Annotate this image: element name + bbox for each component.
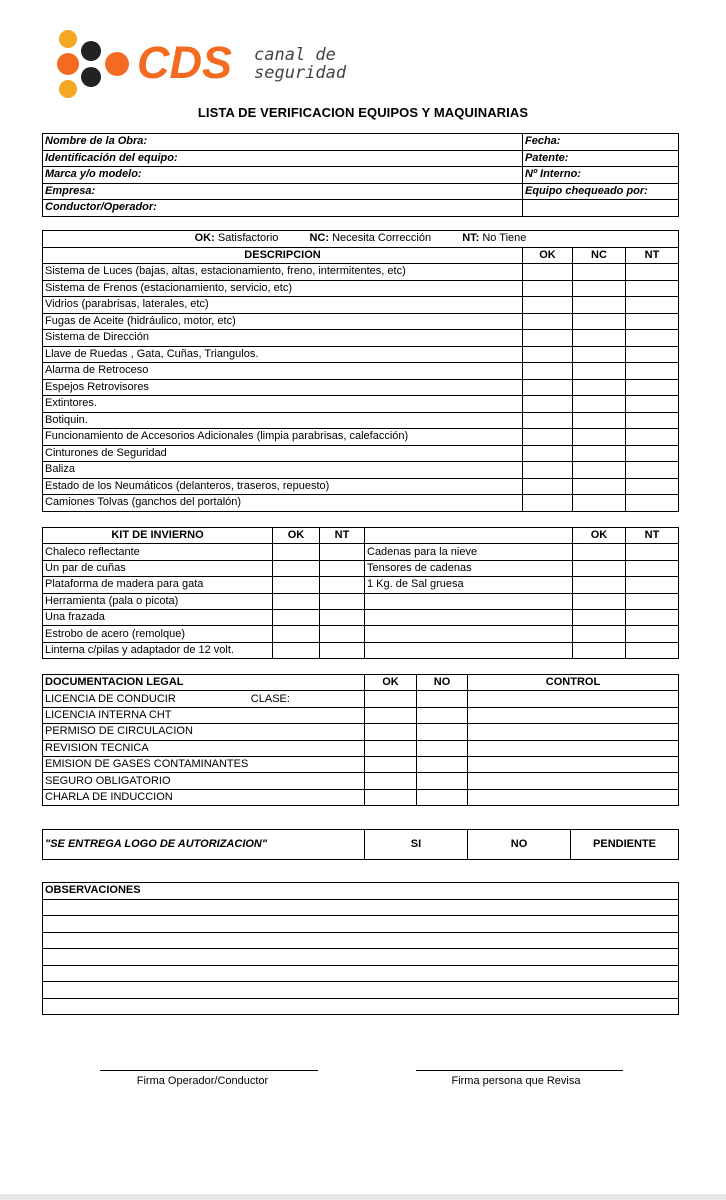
checklist-nc-cell[interactable] <box>573 346 626 363</box>
docs-ok-cell[interactable] <box>365 789 417 805</box>
checklist-nt-cell[interactable] <box>626 313 679 330</box>
checklist-nt-cell[interactable] <box>626 396 679 413</box>
kit-item-left: Estrobo de acero (remolque) <box>43 626 273 642</box>
kit-nt-left-cell[interactable] <box>320 577 365 593</box>
kit-nt-right-cell[interactable] <box>626 560 679 576</box>
checklist-item-label: Alarma de Retroceso <box>43 363 523 380</box>
kit-ok-left-cell[interactable] <box>273 560 320 576</box>
header-field-label[interactable]: Nombre de la Obra: <box>43 134 523 151</box>
docs-item-text: REVISION TECNICA <box>45 741 149 754</box>
legend-nc <box>309 232 431 244</box>
company-logo <box>55 28 365 103</box>
kit-nt-right-cell[interactable] <box>626 544 679 560</box>
docs-row <box>43 773 679 789</box>
kit-nt-right-cell[interactable] <box>626 577 679 593</box>
checklist-ok-cell[interactable] <box>523 379 573 396</box>
checklist-item-label: Botiquin. <box>43 412 523 429</box>
legend-nc-code: NC: <box>309 232 330 245</box>
kit-nt-left-cell[interactable] <box>320 609 365 625</box>
legend-nt-code: NT: <box>462 232 480 245</box>
checklist-nc-cell[interactable] <box>573 297 626 314</box>
header-field-label[interactable]: Identificación del equipo: <box>43 150 523 167</box>
kit-ok-left-cell[interactable] <box>273 609 320 625</box>
logo-tagline-line2: seguridad <box>254 63 347 83</box>
legend-nt <box>462 232 526 244</box>
checklist-ok-cell[interactable] <box>523 346 573 363</box>
checklist-row <box>43 462 679 479</box>
kit-item-left: Un par de cuñas <box>43 560 273 576</box>
document-title: LISTA DE VERIFICACION EQUIPOS Y MAQUINARIAS <box>197 105 529 120</box>
kit-item-right <box>365 642 573 658</box>
observations-line[interactable] <box>43 916 679 933</box>
logo-dots-icon <box>55 28 135 103</box>
logo-tagline-line1: canal de <box>254 45 336 65</box>
kit-nt-left-cell[interactable] <box>320 560 365 576</box>
docs-item-text: EMISION DE GASES CONTAMINANTES <box>45 758 249 771</box>
checklist-ok-cell[interactable] <box>523 330 573 347</box>
checklist-item-label: Sistema de Frenos (estacionamiento, servicio, etc) <box>43 280 523 297</box>
docs-col-no: NO <box>417 675 468 691</box>
col-ok: OK <box>523 247 573 264</box>
header-row <box>43 150 679 167</box>
checklist-nc-cell[interactable] <box>573 495 626 512</box>
docs-item-label <box>43 756 365 772</box>
checklist-row <box>43 445 679 462</box>
header-row <box>43 167 679 184</box>
checklist-row <box>43 495 679 512</box>
checklist-nt-cell[interactable] <box>626 280 679 297</box>
kit-header-label: KIT DE INVIERNO <box>43 528 273 544</box>
checklist-row <box>43 346 679 363</box>
checklist-nt-cell[interactable] <box>626 462 679 479</box>
kit-nt-right-cell[interactable] <box>626 609 679 625</box>
docs-item-text: SEGURO OBLIGATORIO <box>45 774 171 787</box>
kit-nt-right-cell[interactable] <box>626 642 679 658</box>
docs-no-cell[interactable] <box>417 724 468 740</box>
docs-no-cell[interactable] <box>417 789 468 805</box>
checklist-nt-cell[interactable] <box>626 297 679 314</box>
kit-row <box>43 577 679 593</box>
observations-row <box>43 982 679 999</box>
checklist-nc-cell[interactable] <box>573 462 626 479</box>
header-field-label-right[interactable] <box>523 200 679 217</box>
docs-item-text: CHARLA DE INDUCCION <box>45 790 173 803</box>
col-nc: NC <box>573 247 626 264</box>
header-row <box>43 183 679 200</box>
checklist-nc-cell[interactable] <box>573 478 626 495</box>
docs-control-cell[interactable] <box>468 724 679 740</box>
kit-col-nt-left: NT <box>320 528 365 544</box>
checklist-item-label: Extintores. <box>43 396 523 413</box>
kit-ok-right-cell[interactable] <box>573 544 626 560</box>
kit-header-row <box>43 528 679 544</box>
docs-row <box>43 789 679 805</box>
checklist-ok-cell[interactable] <box>523 462 573 479</box>
observations-line[interactable] <box>43 982 679 999</box>
checklist-nc-cell[interactable] <box>573 379 626 396</box>
kit-ok-left-cell[interactable] <box>273 593 320 609</box>
kit-row <box>43 544 679 560</box>
checklist-nt-cell[interactable] <box>626 346 679 363</box>
header-field-label-right[interactable]: Equipo chequeado por: <box>523 183 679 200</box>
signature-line-operator <box>100 1070 318 1071</box>
checklist-row <box>43 429 679 446</box>
checklist-item-label: Sistema de Dirección <box>43 330 523 347</box>
checklist-header-row <box>43 247 679 264</box>
observations-line[interactable] <box>43 949 679 966</box>
legend-ok <box>195 232 279 244</box>
observations-row <box>43 916 679 933</box>
checklist-nc-cell[interactable] <box>573 412 626 429</box>
observations-line[interactable] <box>43 998 679 1015</box>
docs-control-cell[interactable] <box>468 773 679 789</box>
checklist-ok-cell[interactable] <box>523 280 573 297</box>
docs-clase-label: CLASE: <box>250 692 290 705</box>
kit-ok-left-cell[interactable] <box>273 626 320 642</box>
checklist-item-label: Espejos Retrovisores <box>43 379 523 396</box>
header-field-label-right[interactable]: Nº Interno: <box>523 167 679 184</box>
docs-no-cell[interactable] <box>417 773 468 789</box>
checklist-nt-cell[interactable] <box>626 264 679 281</box>
kit-nt-right-cell[interactable] <box>626 593 679 609</box>
checklist-ok-cell[interactable] <box>523 396 573 413</box>
docs-row <box>43 691 679 707</box>
checklist-ok-cell[interactable] <box>523 363 573 380</box>
checklist-nt-cell[interactable] <box>626 429 679 446</box>
docs-no-cell[interactable] <box>417 756 468 772</box>
kit-header-blank <box>365 528 573 544</box>
legend-row <box>43 231 679 248</box>
kit-ok-right-cell[interactable] <box>573 560 626 576</box>
docs-item-text: LICENCIA INTERNA CHT <box>45 708 172 721</box>
checklist-ok-cell[interactable] <box>523 264 573 281</box>
docs-item-text: LICENCIA DE CONDUCIR <box>45 692 176 705</box>
authorization-table <box>42 829 679 860</box>
kit-ok-left-cell[interactable] <box>273 577 320 593</box>
authorization-no[interactable]: NO <box>468 830 571 860</box>
signature-label-reviewer: Firma persona que Revisa <box>451 1075 581 1087</box>
header-field-label[interactable]: Conductor/Operador: <box>43 200 523 217</box>
kit-item-left: Plataforma de madera para gata <box>43 577 273 593</box>
checklist-nc-cell[interactable] <box>573 429 626 446</box>
checklist-ok-cell[interactable] <box>523 429 573 446</box>
kit-row <box>43 609 679 625</box>
checklist-item-label: Fugas de Aceite (hidráulico, motor, etc) <box>43 313 523 330</box>
checklist-ok-cell[interactable] <box>523 478 573 495</box>
logo-brand: CDS <box>137 37 233 88</box>
checklist-nc-cell[interactable] <box>573 313 626 330</box>
checklist-ok-cell[interactable] <box>523 445 573 462</box>
kit-ok-right-cell[interactable] <box>573 609 626 625</box>
authorization-row <box>43 830 679 860</box>
docs-row <box>43 724 679 740</box>
checklist-ok-cell[interactable] <box>523 313 573 330</box>
kit-nt-right-cell[interactable] <box>626 626 679 642</box>
checklist-row <box>43 297 679 314</box>
kit-item-right <box>365 593 573 609</box>
legend-nc-text: Necesita Corrección <box>332 232 432 245</box>
checklist-row <box>43 396 679 413</box>
kit-nt-left-cell[interactable] <box>320 544 365 560</box>
observations-line[interactable] <box>43 965 679 982</box>
kit-item-left: Una frazada <box>43 609 273 625</box>
docs-item-label <box>43 740 365 756</box>
col-nt: NT <box>626 247 679 264</box>
checklist-nt-cell[interactable] <box>626 445 679 462</box>
docs-row <box>43 756 679 772</box>
kit-ok-right-cell[interactable] <box>573 593 626 609</box>
observations-row <box>43 998 679 1015</box>
docs-item-text: PERMISO DE CIRCULACION <box>45 725 193 738</box>
kit-ok-left-cell[interactable] <box>273 642 320 658</box>
checklist-row <box>43 264 679 281</box>
checklist-row <box>43 478 679 495</box>
kit-item-right <box>365 626 573 642</box>
docs-ok-cell[interactable] <box>365 691 417 707</box>
docs-ok-cell[interactable] <box>365 773 417 789</box>
header-field-label[interactable]: Marca y/o modelo: <box>43 167 523 184</box>
authorization-si[interactable]: SI <box>365 830 468 860</box>
kit-item-left: Linterna c/pilas y adaptador de 12 volt. <box>43 642 273 658</box>
kit-item-right <box>365 609 573 625</box>
docs-item-label <box>43 707 365 723</box>
observations-line[interactable] <box>43 932 679 949</box>
checklist-item-label: Baliza <box>43 462 523 479</box>
docs-col-ok: OK <box>365 675 417 691</box>
authorization-pendiente[interactable]: PENDIENTE <box>571 830 679 860</box>
checklist-nc-cell[interactable] <box>573 264 626 281</box>
docs-item-label <box>43 724 365 740</box>
checklist-item-label: Funcionamiento de Accesorios Adicionales (limpia parabrisas, calefacción) <box>43 429 523 446</box>
docs-no-cell[interactable] <box>417 740 468 756</box>
checklist-nt-cell[interactable] <box>626 363 679 380</box>
checklist-item-label: Estado de los Neumáticos (delanteros, traseros, repuesto) <box>43 478 523 495</box>
docs-header-label: DOCUMENTACION LEGAL <box>43 675 365 691</box>
observations-line[interactable] <box>43 899 679 916</box>
header-field-label-right[interactable]: Fecha: <box>523 134 679 151</box>
checklist-nt-cell[interactable] <box>626 495 679 512</box>
kit-item-right: 1 Kg. de Sal gruesa <box>365 577 573 593</box>
docs-item-label <box>43 773 365 789</box>
docs-col-control: CONTROL <box>468 675 679 691</box>
checklist-item-label: Camiones Tolvas (ganchos del portalón) <box>43 495 523 512</box>
observations-table <box>42 882 679 1015</box>
checklist-row <box>43 412 679 429</box>
checklist-nc-cell[interactable] <box>573 396 626 413</box>
kit-item-left: Herramienta (pala o picota) <box>43 593 273 609</box>
checklist-ok-cell[interactable] <box>523 412 573 429</box>
checklist-nc-cell[interactable] <box>573 280 626 297</box>
header-field-label[interactable]: Empresa: <box>43 183 523 200</box>
docs-control-cell[interactable] <box>468 740 679 756</box>
docs-item-label <box>43 789 365 805</box>
checklist-ok-cell[interactable] <box>523 495 573 512</box>
docs-no-cell[interactable] <box>417 707 468 723</box>
checklist-nc-cell[interactable] <box>573 445 626 462</box>
checklist-item-label: Cinturones de Seguridad <box>43 445 523 462</box>
docs-item-label <box>43 691 365 707</box>
docs-no-cell[interactable] <box>417 691 468 707</box>
kit-col-ok-left: OK <box>273 528 320 544</box>
checklist-item-label: Sistema de Luces (bajas, altas, estacionamiento, freno, intermitentes, etc) <box>43 264 523 281</box>
page-bottom-bar <box>0 1194 726 1200</box>
checklist-nc-cell[interactable] <box>573 330 626 347</box>
legal-docs-table <box>42 674 679 806</box>
logo-tagline <box>254 46 346 82</box>
kit-row <box>43 593 679 609</box>
checklist-item-label: Llave de Ruedas , Gata, Cuñas, Triangulos. <box>43 346 523 363</box>
checklist-row <box>43 313 679 330</box>
docs-ok-cell[interactable] <box>365 740 417 756</box>
header-row <box>43 134 679 151</box>
docs-control-cell[interactable] <box>468 756 679 772</box>
legend-ok-code: OK: <box>194 232 215 245</box>
kit-row <box>43 642 679 658</box>
winter-kit-table <box>42 527 679 659</box>
checklist-item-label: Vidrios (parabrisas, laterales, etc) <box>43 297 523 314</box>
checklist-nt-cell[interactable] <box>626 478 679 495</box>
docs-ok-cell[interactable] <box>365 756 417 772</box>
kit-ok-right-cell[interactable] <box>573 577 626 593</box>
checklist-nt-cell[interactable] <box>626 330 679 347</box>
header-field-label-right[interactable]: Patente: <box>523 150 679 167</box>
legend-ok-text: Satisfactorio <box>217 232 279 245</box>
checklist-row <box>43 379 679 396</box>
authorization-label: "SE ENTREGA LOGO DE AUTORIZACION" <box>43 830 365 860</box>
checklist-nc-cell[interactable] <box>573 363 626 380</box>
col-descripcion: DESCRIPCION <box>43 247 523 264</box>
header-row <box>43 200 679 217</box>
legend-nt-text: No Tiene <box>482 232 527 245</box>
kit-item-right: Cadenas para la nieve <box>365 544 573 560</box>
kit-ok-left-cell[interactable] <box>273 544 320 560</box>
checklist-ok-cell[interactable] <box>523 297 573 314</box>
legend-cell <box>43 231 679 248</box>
docs-row <box>43 740 679 756</box>
kit-nt-left-cell[interactable] <box>320 626 365 642</box>
observations-row <box>43 932 679 949</box>
checklist-row <box>43 280 679 297</box>
docs-row <box>43 707 679 723</box>
checklist-nt-cell[interactable] <box>626 412 679 429</box>
checklist-row <box>43 330 679 347</box>
kit-col-nt-right: NT <box>626 528 679 544</box>
docs-control-cell[interactable] <box>468 691 679 707</box>
checklist-table <box>42 230 679 512</box>
docs-ok-cell[interactable] <box>365 707 417 723</box>
signature-line-reviewer <box>416 1070 623 1071</box>
docs-control-cell[interactable] <box>468 789 679 805</box>
kit-item-right: Tensores de cadenas <box>365 560 573 576</box>
docs-header-row <box>43 675 679 691</box>
observations-row <box>43 965 679 982</box>
checklist-nt-cell[interactable] <box>626 379 679 396</box>
signature-label-operator: Firma Operador/Conductor <box>136 1075 269 1087</box>
checklist-row <box>43 363 679 380</box>
kit-item-left: Chaleco reflectante <box>43 544 273 560</box>
docs-control-cell[interactable] <box>468 707 679 723</box>
header-info-table <box>42 133 679 217</box>
docs-ok-cell[interactable] <box>365 724 417 740</box>
kit-nt-left-cell[interactable] <box>320 593 365 609</box>
kit-col-ok-right: OK <box>573 528 626 544</box>
kit-nt-left-cell[interactable] <box>320 642 365 658</box>
observations-row <box>43 949 679 966</box>
kit-row <box>43 626 679 642</box>
observations-header: OBSERVACIONES <box>43 883 679 900</box>
observations-row <box>43 899 679 916</box>
kit-ok-right-cell[interactable] <box>573 626 626 642</box>
kit-ok-right-cell[interactable] <box>573 642 626 658</box>
observations-header-row <box>43 883 679 900</box>
kit-row <box>43 560 679 576</box>
